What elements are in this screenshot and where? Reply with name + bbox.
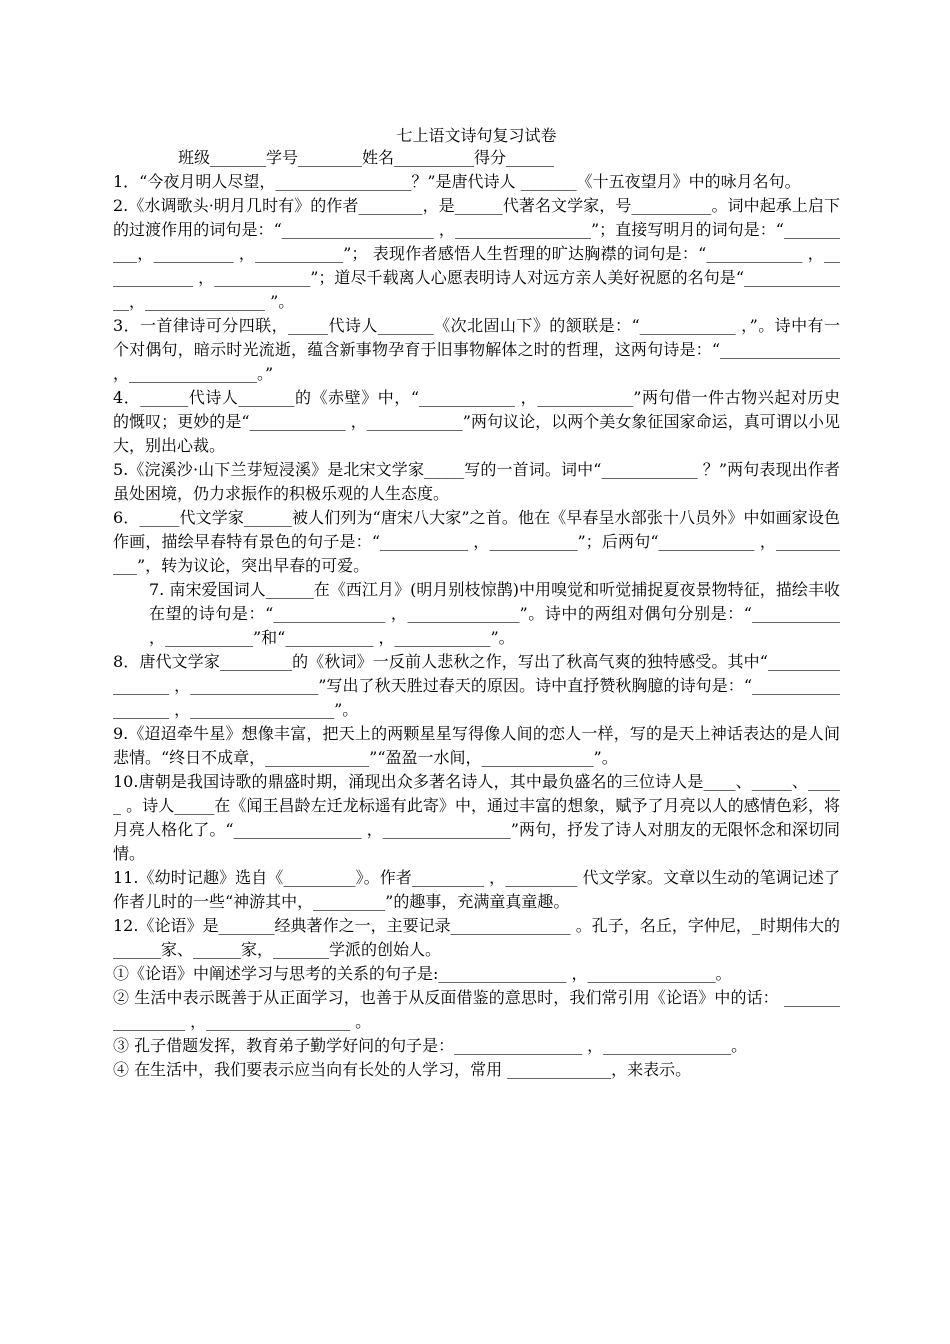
question-10: 10.唐朝是我国诗歌的鼎盛时期，涌现出众多著名诗人，其中最负盛名的三位诗人是____、_____、_____ 。诗人_____在《闻王昌龄左迁龙标遥有此寄》中，通过丰富的想象，赋予了月亮以人的感情色彩，将月亮人格化了。“________________ ，________________”两句，抒发了诗人对朋友的无限怀念和深切同情。 bbox=[113, 772, 840, 863]
question-3: 3．一首律诗可分四联，_____代诗人_______《次北固山下》的颔联是：“____________ ，”。诗中有一个对偶句，暗示时光流逝，蕴含新事物孕育于旧事物解体之时的哲理，这两句诗是：“_______________ ，________________。” bbox=[113, 316, 840, 383]
question-5: 5.《浣溪沙·山下兰芽短浸溪》是北宋文学家_____写的一首词。词中“____________ ？”两句表现出作者虽处困境，仍力求振作的积极乐观的人生态度。 bbox=[113, 460, 840, 503]
question-12-sub-3: ③ 孔子借题发挥，教育弟子勤学好问的句子是：________________ ，________________。 bbox=[113, 1036, 748, 1055]
student-info-line: 班级_______学号________姓名__________得分______ bbox=[178, 148, 555, 167]
question-11: 11.《幼时记趣》选自《_________》。作者_________ ，_________ 代文学家。文章以生动的笔调记述了作者儿时的一些“神游其中，_________”的趣事，充满童真童趣。 bbox=[113, 868, 840, 911]
question-8: 8．唐代文学家_________的《秋词》一反前人悲秋之作，写出了秋高气爽的独特感受。其中“________________ ，________________”写出了秋天胜过春天的原因。诗中直抒赞秋胸臆的诗句是：“__________________ ，__________________”。 bbox=[113, 652, 840, 719]
page-title: 七上语文诗句复习试卷 bbox=[396, 126, 557, 145]
question-2: 2.《水调歌头·明月几时有》的作者________，是______代著名文学家，号__________。词中起承上启下的过渡作用的词句是：“___________________ ，_________________”；直接写明月的词句是：“__________，__________ ，___________”； 表现作者感悟人生哲理的旷达胸襟的词句是：“____________ ，____________ ，____________”；道尽千载离人心愿表明诗人对远方亲人美好祝愿的名句是“______________，_______________ ”。 bbox=[113, 196, 840, 311]
question-12: 12.《论语》是_______经典著作之一，主要记录_______________ 。孔子，名丘，字仲尼，_时期伟大的______家、______家，_______学派的创始人。 bbox=[113, 916, 840, 959]
question-7: 7. 南宋爱国词人______在《西江月》(明月别枝惊鹊)中用嗅觉和听觉捕捉夏夜景物特征，描绘丰收在望的诗句是：“______________ ，______________”。诗中的两组对偶句分别是：“___________ ，___________”和“___________ ，____________”。 bbox=[149, 580, 840, 647]
question-6: 6．_____代文学家______被人们列为“唐宋八大家”之首。他在《早春呈水部张十八员外》中如画家设色作画，描绘早春特有景色的句子是：“___________ ，___________”；后两句“____________ ，___________”，转为议论，突出早春的可爱。 bbox=[113, 508, 840, 575]
question-4: 4．______代诗人_______的《赤壁》中，“____________ ，____________”两句借一件古物兴起对历史的慨叹；更妙的是“____________ ，____________”两句议论，以两个美女象征国家命运，真可谓以小见大，别出心裁。 bbox=[113, 388, 840, 455]
question-9: 9.《迢迢牵牛星》想像丰富，把天上的两颗星星写得像人间的恋人一样，写的是天上神话表达的是人间悲情。“终日不成章，_____________”“盈盈一水间，______________”。 bbox=[113, 724, 840, 767]
question-12-sub-1: ①《论语》中阐述学习与思考的关系的句子是:________________ ，________________。 bbox=[113, 964, 732, 983]
question-1: 1．“今夜月明人尽望，_________________？”是唐代诗人 _______《十五夜望月》中的咏月名句。 bbox=[113, 172, 801, 191]
question-12-sub-4: ④ 在生活中，我们要表示应当向有长处的人学习，常用 _____________，来表示。 bbox=[113, 1060, 692, 1079]
question-12-sub-2: ② 生活中表示既善于从正面学习，也善于从反面借鉴的意思时，我们常引用《论语》中的话： ________________ ，__________________ 。 bbox=[113, 988, 840, 1031]
